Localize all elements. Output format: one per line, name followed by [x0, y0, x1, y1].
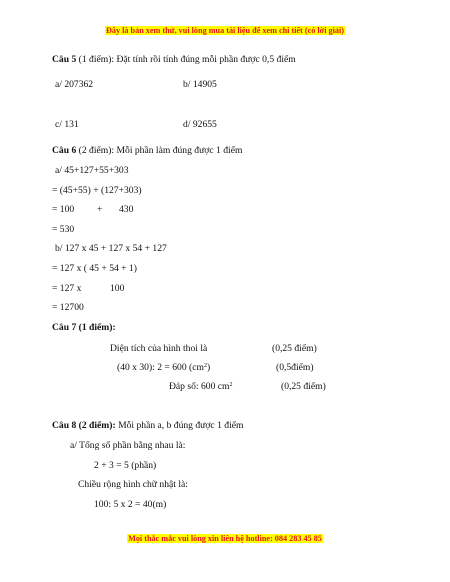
footer-notice-text: Mọi thắc mắc vui lòng xin liên hệ hotline: 084 283 45 85	[128, 534, 322, 543]
question-8-width-title: Chiều rộng hình chữ nhật là:	[78, 479, 188, 490]
question-6-line: b/ 127 x 45 + 127 x 54 + 127	[55, 243, 167, 254]
question-7-calculation-close: )	[206, 362, 211, 373]
footer-notice	[0, 534, 450, 543]
question-8-part-a-title: a/ Tổng số phần bằng nhau là:	[70, 440, 186, 451]
header-notice	[0, 26, 450, 35]
question-5-text: (1 điểm): Đặt tính rồi tính đúng mỗi phần được 0,5 điểm	[76, 54, 296, 65]
question-7-answer-text: Đáp số: 600 cm	[169, 381, 230, 392]
question-7-title: Câu 7 (1 điểm):	[52, 322, 116, 333]
question-6-line: a/ 45+127+55+303	[55, 165, 129, 176]
question-6-line: = (45+55) + (127+303)	[52, 185, 142, 196]
question-6-line: = 127 x ( 45 + 54 + 1)	[52, 263, 137, 274]
question-5-part-d: d/ 92655	[183, 119, 217, 130]
question-6-line: 430	[119, 204, 134, 215]
question-7-area-label: Diện tích của hình thoi là	[110, 343, 208, 354]
question-7-answer	[169, 381, 233, 393]
question-7-answer-sup: 2	[229, 382, 233, 388]
question-5-part-c: c/ 131	[55, 119, 79, 130]
question-5-label: Câu 5	[52, 54, 77, 65]
question-6-line: = 12700	[52, 302, 84, 313]
header-notice-text: Đây là bản xem thử, vui lòng mua tài liệu để xem chi tiết (có lời giải)	[105, 26, 344, 35]
question-7-calculation	[117, 362, 210, 374]
question-6-line: +	[97, 204, 103, 215]
question-7-calculation-points: (0,5điểm)	[276, 362, 314, 373]
question-8-title	[52, 420, 243, 432]
question-5-part-a: a/ 207362	[55, 79, 94, 90]
question-7-calculation-sup: 2	[203, 363, 207, 369]
question-8-label: Câu 8 (2 điểm):	[52, 420, 116, 431]
question-7-answer-points: (0,25 điểm)	[281, 381, 326, 392]
question-6-line: = 530	[52, 224, 75, 235]
question-6-line: 100	[110, 283, 125, 294]
question-5-part-b: b/ 14905	[183, 79, 217, 90]
question-7-calculation-text: (40 x 30): 2 = 600 (cm	[117, 362, 204, 373]
question-8-text: Mỗi phần a, b đúng được 1 điểm	[115, 420, 244, 431]
question-6-label: Câu 6	[52, 145, 77, 156]
question-6-line: = 127 x	[52, 283, 82, 294]
question-8-width-calculation: 100: 5 x 2 = 40(m)	[94, 499, 167, 510]
question-6-text: (2 điểm): Mỗi phần làm đúng được 1 điểm	[76, 145, 243, 156]
question-7-area-points: (0,25 điểm)	[272, 343, 317, 354]
question-5-title	[52, 54, 296, 66]
question-6-line: = 100	[52, 204, 75, 215]
question-6-title	[52, 145, 242, 157]
question-8-part-a-calculation: 2 + 3 = 5 (phần)	[94, 460, 157, 471]
